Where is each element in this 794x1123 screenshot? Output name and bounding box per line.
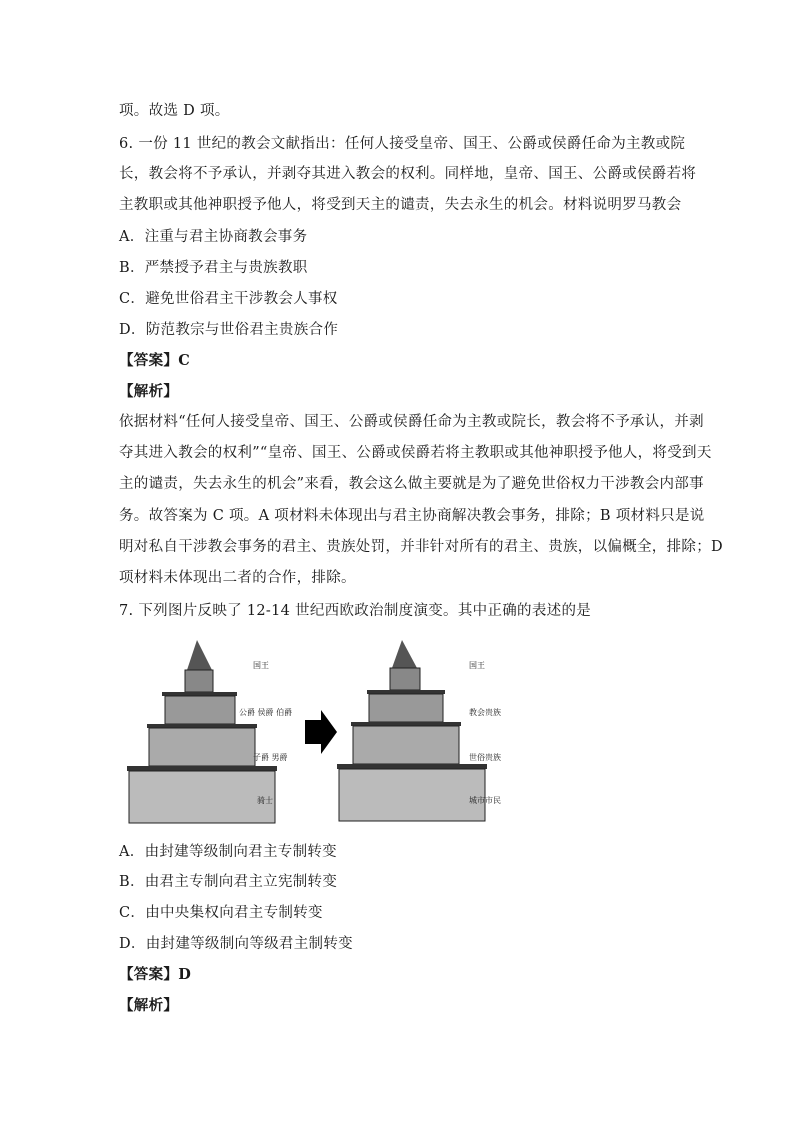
analysis-text: 明对私自干涉教会事务的君主、贵族处罚，并非针对所有的君主、贵族，以偏概全，排除；D <box>119 539 723 555</box>
option-a: A．注重与君主协商教会事务 <box>119 229 308 245</box>
analysis-text: 务。故答案为 C 项。A 项材料未体现出与君主协商解决教会事务，排除；B 项材料只是说 <box>119 508 705 524</box>
question-6-stem: 长，教会将不予承认，并剥夺其进入教会的权利。同样地，皇帝、国王、公爵或侯爵若将 <box>119 166 697 182</box>
analysis-label: 【解析】 <box>119 997 179 1014</box>
answer-label: 【答案】D <box>119 966 192 983</box>
question-6-stem: 主教职或其他神职授予他人，将受到天主的谴责，失去永生的机会。材料说明罗马教会 <box>119 197 682 213</box>
left-label-dukes: 公爵 侯爵 伯爵 <box>239 708 293 717</box>
analysis-text: 主的谴责，失去永生的机会”来看，教会这么做主要就是为了避免世俗权力干涉教会内部事 <box>119 476 704 492</box>
arrow-right-icon <box>305 710 337 754</box>
option-b: B．由君主专制向君主立宪制转变 <box>119 874 338 890</box>
right-label-townspeople: 城市市民 <box>469 796 501 805</box>
left-label-king: 国王 <box>253 661 269 670</box>
option-d: D．由封建等级制向等级君主制转变 <box>119 936 353 952</box>
option-a: A．由封建等级制向君主专制转变 <box>119 844 337 860</box>
right-label-king: 国王 <box>469 661 485 670</box>
analysis-text: 项材料未体现出二者的合作，排除。 <box>119 570 356 586</box>
right-pyramid-illustration <box>337 640 487 821</box>
option-b: B．严禁授予君主与贵族教职 <box>119 260 308 276</box>
analysis-text: 夺其进入教会的权利”“皇帝、国王、公爵或侯爵若将主教职或其他神职授予他人，将受到天 <box>119 445 712 461</box>
pyramid-comparison-figure <box>117 640 517 830</box>
option-d: D．防范教宗与世俗君主贵族合作 <box>119 322 339 338</box>
right-label-secular-nobles: 世俗贵族 <box>469 753 501 762</box>
answer-label: 【答案】C <box>119 352 191 369</box>
question-7-stem: 7. 下列图片反映了 12-14 世纪西欧政治制度演变。其中正确的表述的是 <box>119 603 592 619</box>
option-c: C．避免世俗君主干涉教会人事权 <box>119 291 338 307</box>
text-line: 项。故选 D 项。 <box>119 103 230 119</box>
question-6-stem: 6. 一份 11 世纪的教会文献指出：任何人接受皇帝、国王、公爵或侯爵任命为主教或院 <box>119 136 686 152</box>
left-label-knights: 骑士 <box>257 796 273 805</box>
analysis-label: 【解析】 <box>119 383 179 400</box>
left-label-viscounts: 子爵 男爵 <box>253 753 288 762</box>
analysis-text: 依据材料“任何人接受皇帝、国王、公爵或侯爵任命为主教或院长，教会将不予承认，并剥 <box>119 414 704 430</box>
right-label-church-nobles: 教会贵族 <box>469 708 501 717</box>
option-c: C．由中央集权向君主专制转变 <box>119 905 323 921</box>
